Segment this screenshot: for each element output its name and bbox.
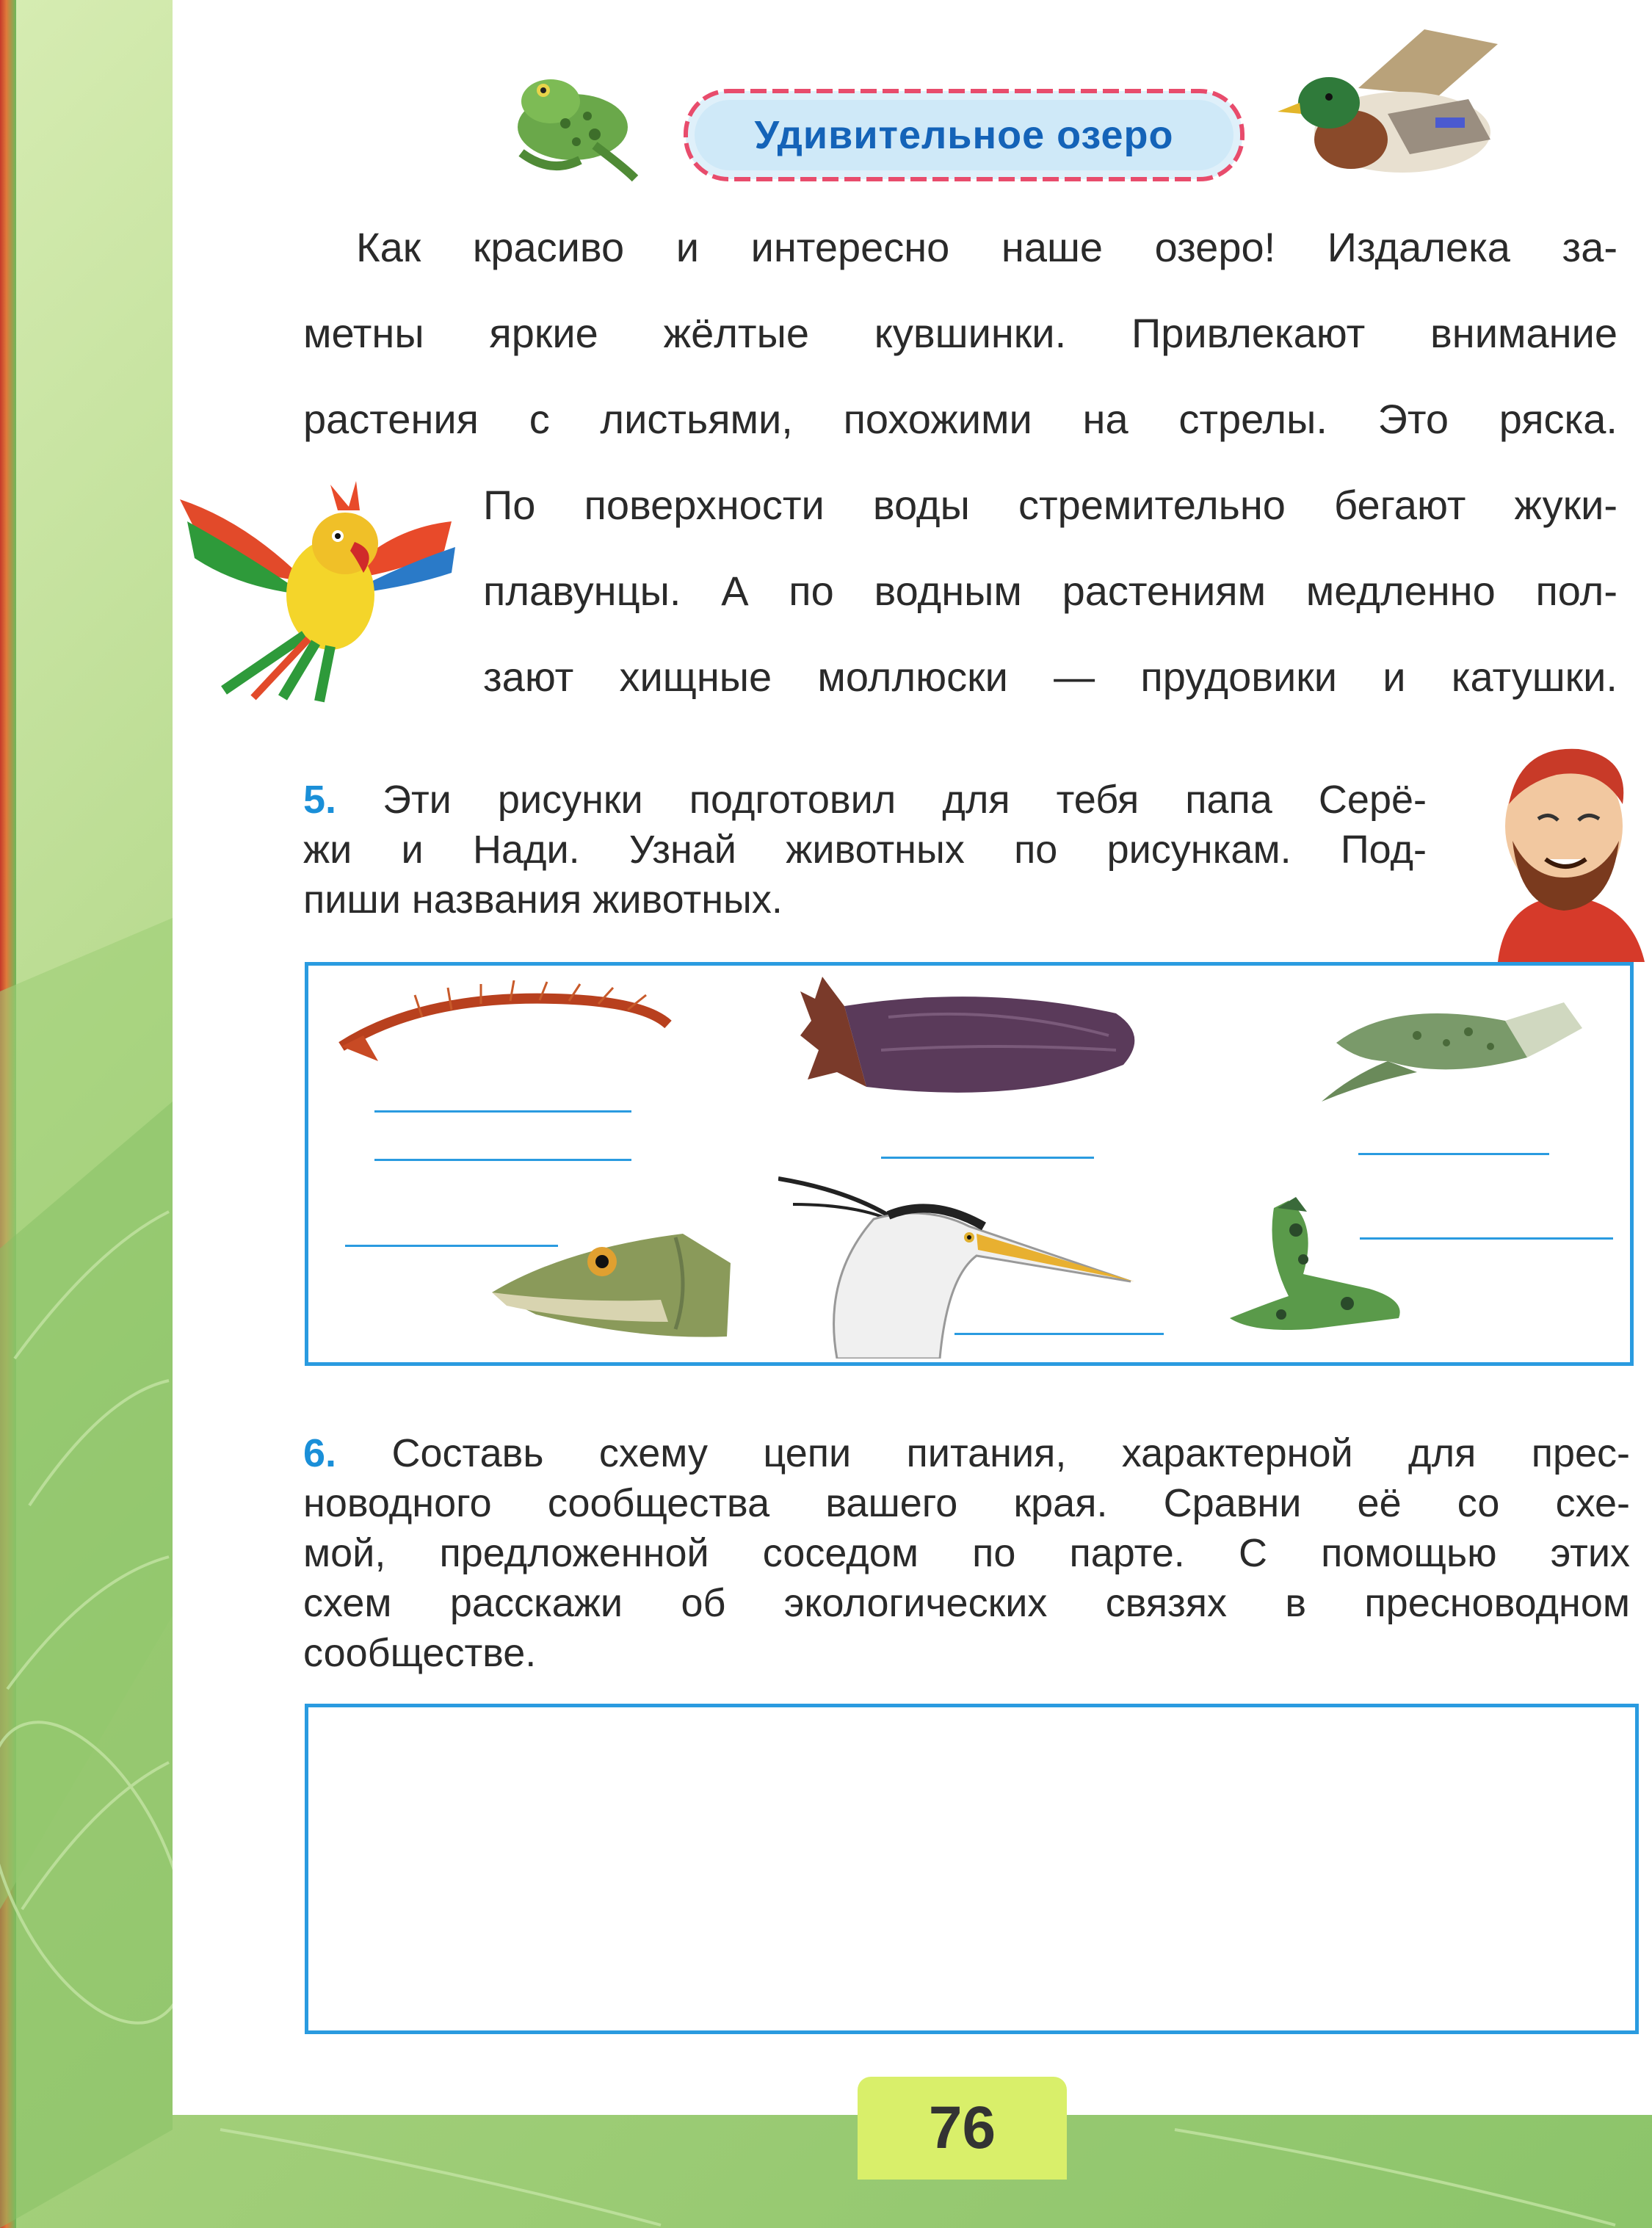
task-5-line-1: Эти рисунки подготовил для тебя папа Серё- [383,778,1427,822]
frog-illustration [507,57,639,182]
answer-line-6[interactable] [1360,1237,1613,1240]
story-line-4: По поверхности воды стремительно бегают жуки- [483,482,1617,528]
task-6-line-5: сообществе. [303,1631,537,1675]
crayfish-leg-picture [334,980,672,1079]
crab-claw-picture [1314,991,1586,1105]
duck-illustration [1278,29,1527,184]
answer-line-3[interactable] [1358,1153,1549,1155]
task-5-line-3: пиши названия животных. [303,878,783,922]
answer-line-1a[interactable] [374,1110,631,1113]
task-6-line-3: мой, предложенной соседом по парте. С помощью этих [303,1531,1630,1575]
story-line-1: Как красиво и интересно наше озеро! Издалека за- [356,224,1617,270]
task-6-line-1: Составь схему цепи питания, характерной для прес- [391,1431,1630,1475]
title-badge [681,87,1247,184]
heron-head-picture [778,1175,1138,1359]
task-6-line-2: новодного сообщества вашего края. Сравни её со схе- [303,1481,1630,1525]
pike-head-picture [492,1219,731,1344]
page-title: Удивительное озеро [754,113,1174,157]
task-6-number: 6. [303,1431,337,1475]
story-line-5: плавунцы. А по водным растениям медленно пол- [483,568,1617,614]
task-6 [303,1428,1630,1678]
answer-line-2[interactable] [881,1157,1094,1159]
answer-line-1b[interactable] [374,1159,631,1161]
task-5-number: 5. [303,778,337,822]
story-line-6: зают хищные моллюски — прудовики и катушки. [483,654,1617,700]
task-5 [303,775,1427,925]
frog-leg-picture [1222,1193,1413,1340]
dad-illustration [1476,738,1652,962]
food-chain-answer-box[interactable] [305,1704,1639,2034]
task-5-line-2: жи и Нади. Узнай животных по рисункам. Под- [303,828,1427,872]
task-6-line-4: схем расскажи об экологических связях в пресноводном [303,1581,1630,1625]
story-line-3: растения с листьями, похожими на стрелы. Это ряска. [303,396,1617,442]
answer-line-5[interactable] [954,1333,1164,1335]
beetle-larva-picture [800,977,1153,1109]
story-line-2: метны яркие жёлтые кувшинки. Привлекают внимание [303,310,1617,356]
page-number: 76 [858,2077,1067,2180]
parrot-illustration [180,477,459,705]
